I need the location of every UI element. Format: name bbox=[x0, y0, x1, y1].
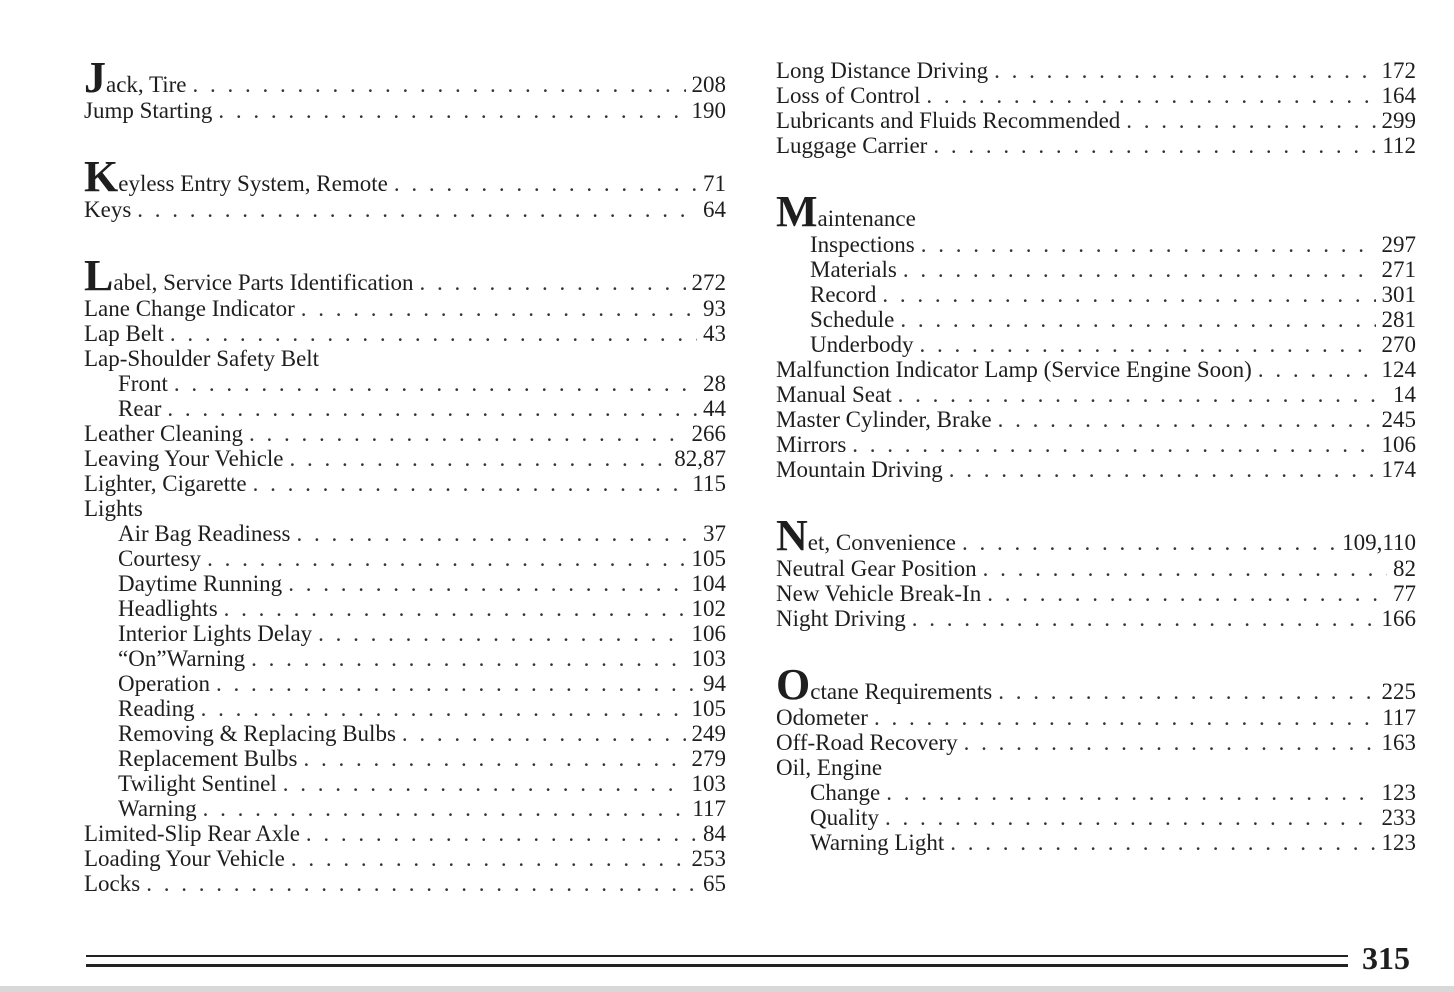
entry-text bbox=[810, 780, 880, 805]
section-initial-letter: N bbox=[776, 511, 808, 560]
entry-text bbox=[118, 596, 218, 621]
entry-text bbox=[118, 371, 168, 396]
index-entry bbox=[776, 187, 1416, 236]
entry-label: Lighter, Cigarette bbox=[84, 471, 247, 496]
index-subentry bbox=[776, 780, 1416, 805]
entry-text bbox=[118, 646, 245, 671]
page-reference: 166 bbox=[1381, 606, 1416, 631]
page-reference: 172 bbox=[1381, 58, 1416, 83]
entry-text bbox=[776, 357, 1252, 382]
entry-label: ctane Requirements bbox=[810, 679, 993, 704]
index-section bbox=[776, 187, 1416, 482]
index-subentry bbox=[84, 371, 726, 396]
entry-label: Daytime Running bbox=[118, 571, 283, 596]
index-entry bbox=[84, 496, 726, 521]
entry-text bbox=[776, 133, 927, 158]
page-reference: 82 bbox=[1393, 556, 1416, 581]
dot-leader bbox=[174, 371, 697, 396]
page-reference: 253 bbox=[691, 846, 726, 871]
page-reference: 103 bbox=[691, 646, 726, 671]
entry-text bbox=[776, 382, 892, 407]
entry-label: Replacement Bulbs bbox=[118, 746, 298, 771]
entry-text bbox=[118, 771, 277, 796]
entry-label: Materials bbox=[810, 257, 897, 282]
page-reference: 272 bbox=[691, 270, 726, 295]
page-reference: 43 bbox=[703, 321, 726, 346]
entry-label: Courtesy bbox=[118, 546, 202, 571]
index-entry bbox=[776, 133, 1416, 158]
page-reference: 102 bbox=[691, 596, 726, 621]
index-subentry bbox=[84, 696, 726, 721]
entry-label: Lap-Shoulder Safety Belt bbox=[84, 346, 320, 371]
dot-leader bbox=[998, 407, 1376, 432]
entry-text bbox=[118, 571, 282, 596]
dot-leader bbox=[218, 98, 685, 123]
entry-label: Keys bbox=[84, 197, 132, 222]
entry-text bbox=[84, 821, 300, 846]
index-entry bbox=[776, 407, 1416, 432]
entry-text bbox=[776, 58, 988, 83]
entry-label: Mountain Driving bbox=[776, 457, 943, 482]
entry-label: Change bbox=[810, 780, 881, 805]
dot-leader bbox=[216, 671, 697, 696]
entry-label: “On”Warning bbox=[118, 646, 246, 671]
index-entry bbox=[776, 382, 1416, 407]
page-reference: 71 bbox=[703, 171, 726, 196]
dot-leader bbox=[983, 556, 1387, 581]
page-reference: 123 bbox=[1381, 780, 1416, 805]
section-initial-letter: K bbox=[84, 152, 119, 201]
entry-label: Twilight Sentinel bbox=[118, 771, 277, 796]
index-subentry bbox=[776, 332, 1416, 357]
page-reference: 106 bbox=[691, 621, 726, 646]
dot-leader bbox=[146, 871, 697, 896]
section-initial-letter: L bbox=[84, 251, 114, 300]
page-reference: 104 bbox=[691, 571, 726, 596]
page-reference: 105 bbox=[691, 546, 726, 571]
entry-label: Locks bbox=[84, 871, 141, 896]
index-entry bbox=[776, 581, 1416, 606]
entry-text bbox=[810, 282, 876, 307]
entry-label: Lubricants and Fluids Recommended bbox=[776, 108, 1121, 133]
index-entry bbox=[776, 511, 1416, 560]
footer-rule bbox=[86, 955, 1348, 967]
page-reference: 123 bbox=[1381, 830, 1416, 855]
entry-text bbox=[118, 546, 201, 571]
entry-label: Front bbox=[118, 371, 168, 396]
page-reference: 124 bbox=[1381, 357, 1416, 382]
entry-label: aintenance bbox=[817, 206, 916, 231]
index-entry bbox=[776, 755, 1416, 780]
entry-label: et, Convenience bbox=[807, 530, 956, 555]
index-entry bbox=[776, 432, 1416, 457]
entry-label: Loading Your Vehicle bbox=[84, 846, 285, 871]
index-entry bbox=[776, 58, 1416, 83]
index-entry bbox=[84, 346, 726, 371]
entry-text bbox=[810, 257, 897, 282]
entry-label: Night Driving bbox=[776, 606, 906, 631]
index-entry bbox=[776, 730, 1416, 755]
index-subentry bbox=[84, 396, 726, 421]
dot-leader bbox=[290, 446, 669, 471]
page-reference: 105 bbox=[691, 696, 726, 721]
dot-leader bbox=[137, 197, 697, 222]
entry-label: Oil, Engine bbox=[776, 755, 883, 780]
section-initial-letter: O bbox=[776, 660, 811, 709]
index-section bbox=[776, 660, 1416, 855]
entry-label: Interior Lights Delay bbox=[118, 621, 313, 646]
entry-text bbox=[84, 296, 295, 321]
entry-label: ack, Tire bbox=[106, 72, 187, 97]
dot-leader bbox=[291, 846, 686, 871]
entry-label: Manual Seat bbox=[776, 382, 892, 407]
entry-label: abel, Service Parts Identification bbox=[113, 270, 414, 295]
page-reference: 65 bbox=[703, 871, 726, 896]
section-initial-letter: M bbox=[776, 187, 818, 236]
page-reference: 163 bbox=[1381, 730, 1416, 755]
entry-label: Odometer bbox=[776, 705, 868, 730]
page-reference: 64 bbox=[703, 197, 726, 222]
index-subentry bbox=[84, 646, 726, 671]
page-reference: 233 bbox=[1381, 805, 1416, 830]
dot-leader bbox=[203, 796, 687, 821]
page-reference: 106 bbox=[1381, 432, 1416, 457]
index-section bbox=[84, 152, 726, 222]
dot-leader bbox=[886, 780, 1375, 805]
dot-leader bbox=[949, 457, 1376, 482]
index-entry bbox=[776, 457, 1416, 482]
dot-leader bbox=[898, 382, 1387, 407]
page-reference: 112 bbox=[1382, 133, 1416, 158]
page-reference: 266 bbox=[691, 421, 726, 446]
dot-leader bbox=[251, 646, 685, 671]
index-entry bbox=[84, 251, 726, 300]
index-subentry bbox=[776, 257, 1416, 282]
entry-text bbox=[118, 621, 312, 646]
page-edge-shadow bbox=[0, 986, 1454, 992]
entry-label: Lights bbox=[84, 496, 143, 521]
dot-leader bbox=[882, 282, 1375, 307]
index-subentry bbox=[84, 521, 726, 546]
entry-label: Underbody bbox=[810, 332, 914, 357]
dot-leader bbox=[950, 830, 1375, 855]
dot-leader bbox=[852, 432, 1375, 457]
entry-text bbox=[810, 232, 915, 257]
entry-text bbox=[776, 108, 1120, 133]
index-section bbox=[84, 53, 726, 123]
entry-text bbox=[810, 332, 913, 357]
index-entry bbox=[84, 471, 726, 496]
dot-leader bbox=[1258, 357, 1376, 382]
dot-leader bbox=[249, 421, 685, 446]
dot-leader bbox=[304, 746, 686, 771]
page-number: 315 bbox=[1362, 940, 1410, 976]
index-subentry bbox=[84, 746, 726, 771]
index-column-left bbox=[84, 53, 726, 930]
dot-leader bbox=[900, 307, 1375, 332]
entry-text bbox=[84, 871, 140, 896]
entry-text bbox=[776, 432, 846, 457]
dot-leader bbox=[306, 821, 697, 846]
index-entry bbox=[84, 846, 726, 871]
index-entry bbox=[776, 108, 1416, 133]
page-reference: 77 bbox=[1393, 581, 1416, 606]
entry-text bbox=[84, 421, 243, 446]
index-entry bbox=[84, 821, 726, 846]
page-reference: 14 bbox=[1393, 382, 1416, 407]
entry-label: Schedule bbox=[810, 307, 895, 332]
dot-leader bbox=[921, 232, 1376, 257]
dot-leader bbox=[885, 805, 1376, 830]
entry-text bbox=[84, 346, 319, 371]
entry-text bbox=[118, 696, 195, 721]
index-subentry bbox=[84, 721, 726, 746]
entry-label: Luggage Carrier bbox=[776, 133, 928, 158]
entry-label: Lap Belt bbox=[84, 321, 164, 346]
entry-label: Inspections bbox=[810, 232, 915, 257]
entry-label: New Vehicle Break-In bbox=[776, 581, 982, 606]
dot-leader bbox=[167, 396, 697, 421]
dot-leader bbox=[296, 521, 697, 546]
dot-leader bbox=[318, 621, 685, 646]
entry-text bbox=[84, 321, 164, 346]
entry-label: Long Distance Driving bbox=[776, 58, 989, 83]
index-entry bbox=[84, 296, 726, 321]
page-reference: 94 bbox=[703, 671, 726, 696]
index-subentry bbox=[84, 571, 726, 596]
page-reference: 28 bbox=[703, 371, 726, 396]
entry-text bbox=[810, 830, 944, 855]
page-reference: 84 bbox=[703, 821, 726, 846]
entry-label: Master Cylinder, Brake bbox=[776, 407, 992, 432]
page-reference: 190 bbox=[691, 98, 726, 123]
index-entry bbox=[84, 446, 726, 471]
entry-text bbox=[84, 446, 284, 471]
index-subentry bbox=[84, 596, 726, 621]
index-column-right bbox=[776, 58, 1416, 889]
index-entry bbox=[776, 660, 1416, 709]
index-entry bbox=[84, 53, 726, 102]
entry-label: Mirrors bbox=[776, 432, 847, 457]
page-reference: 225 bbox=[1381, 679, 1416, 704]
index-subentry bbox=[84, 621, 726, 646]
dot-leader bbox=[301, 296, 697, 321]
page-reference: 297 bbox=[1381, 232, 1416, 257]
dot-leader bbox=[253, 471, 687, 496]
index-subentry bbox=[776, 232, 1416, 257]
dot-leader bbox=[912, 606, 1376, 631]
page-reference: 82,87 bbox=[674, 446, 726, 471]
dot-leader bbox=[987, 581, 1387, 606]
entry-text bbox=[84, 471, 247, 496]
index-entry bbox=[84, 197, 726, 222]
page-reference: 270 bbox=[1381, 332, 1416, 357]
entry-text bbox=[776, 730, 958, 755]
entry-text bbox=[776, 407, 992, 432]
dot-leader bbox=[283, 771, 686, 796]
dot-leader bbox=[933, 133, 1376, 158]
index-section bbox=[776, 511, 1416, 631]
entry-text bbox=[118, 796, 197, 821]
entry-label: Off-Road Recovery bbox=[776, 730, 958, 755]
dot-leader bbox=[288, 571, 685, 596]
index-subentry bbox=[776, 830, 1416, 855]
entry-label: Lane Change Indicator bbox=[84, 296, 295, 321]
entry-label: Limited-Slip Rear Axle bbox=[84, 821, 300, 846]
page-reference: 271 bbox=[1381, 257, 1416, 282]
entry-text bbox=[776, 755, 882, 780]
entry-text bbox=[776, 83, 920, 108]
dot-leader bbox=[402, 721, 686, 746]
entry-label: Leaving Your Vehicle bbox=[84, 446, 284, 471]
entry-text bbox=[84, 197, 131, 222]
page-reference: 93 bbox=[703, 296, 726, 321]
entry-label: Malfunction Indicator Lamp (Service Engine Soon) bbox=[776, 357, 1252, 382]
dot-leader bbox=[1126, 108, 1375, 133]
page-reference: 279 bbox=[691, 746, 726, 771]
entry-text bbox=[84, 496, 143, 521]
index-subentry bbox=[84, 796, 726, 821]
index-entry bbox=[776, 606, 1416, 631]
page-reference: 174 bbox=[1381, 457, 1416, 482]
index-section bbox=[776, 58, 1416, 158]
entry-label: Neutral Gear Position bbox=[776, 556, 977, 581]
page-reference: 301 bbox=[1381, 282, 1416, 307]
entry-label: Jump Starting bbox=[84, 98, 213, 123]
index-entry bbox=[84, 98, 726, 123]
dot-leader bbox=[919, 332, 1375, 357]
entry-text bbox=[84, 98, 212, 123]
dot-leader bbox=[964, 730, 1376, 755]
entry-text bbox=[776, 581, 981, 606]
index-entry bbox=[776, 83, 1416, 108]
index-entry bbox=[84, 321, 726, 346]
index-subentry bbox=[84, 771, 726, 796]
entry-label: Warning bbox=[118, 796, 197, 821]
entry-text bbox=[810, 805, 879, 830]
page-reference: 37 bbox=[703, 521, 726, 546]
dot-leader bbox=[874, 705, 1376, 730]
entry-text bbox=[118, 521, 290, 546]
entry-label: Loss of Control bbox=[776, 83, 921, 108]
entry-text bbox=[776, 705, 868, 730]
index-section bbox=[84, 251, 726, 896]
dot-leader bbox=[903, 257, 1376, 282]
entry-label: Record bbox=[810, 282, 877, 307]
entry-label: Removing & Replacing Bulbs bbox=[118, 721, 396, 746]
page-reference: 44 bbox=[703, 396, 726, 421]
section-initial-letter: J bbox=[84, 53, 106, 102]
page-reference: 245 bbox=[1381, 407, 1416, 432]
page-reference: 299 bbox=[1381, 108, 1416, 133]
entry-label: Headlights bbox=[118, 596, 218, 621]
entry-text bbox=[776, 556, 977, 581]
entry-text bbox=[84, 846, 285, 871]
page-reference: 109,110 bbox=[1342, 530, 1416, 555]
index-entry bbox=[84, 871, 726, 896]
entry-label: Warning Light bbox=[810, 830, 945, 855]
index-entry bbox=[776, 357, 1416, 382]
entry-label: Air Bag Readiness bbox=[118, 521, 291, 546]
dot-leader bbox=[994, 58, 1375, 83]
page-reference: 103 bbox=[691, 771, 726, 796]
index-entry bbox=[776, 556, 1416, 581]
dot-leader bbox=[201, 696, 686, 721]
page-reference: 115 bbox=[692, 471, 726, 496]
entry-label: eyless Entry System, Remote bbox=[118, 171, 388, 196]
entry-text bbox=[810, 307, 894, 332]
page-reference: 117 bbox=[1382, 705, 1416, 730]
index-subentry bbox=[84, 546, 726, 571]
entry-label: Operation bbox=[118, 671, 210, 696]
entry-label: Rear bbox=[118, 396, 162, 421]
index-subentry bbox=[84, 671, 726, 696]
entry-label: Leather Cleaning bbox=[84, 421, 244, 446]
entry-text bbox=[776, 457, 943, 482]
page-reference: 249 bbox=[691, 721, 726, 746]
entry-text bbox=[118, 671, 210, 696]
entry-text bbox=[118, 396, 161, 421]
dot-leader bbox=[224, 596, 686, 621]
page-reference: 164 bbox=[1381, 83, 1416, 108]
page-reference: 281 bbox=[1381, 307, 1416, 332]
entry-label: Quality bbox=[810, 805, 879, 830]
entry-text bbox=[118, 721, 396, 746]
index-subentry bbox=[776, 307, 1416, 332]
entry-text bbox=[118, 746, 298, 771]
dot-leader bbox=[170, 321, 697, 346]
dot-leader bbox=[926, 83, 1375, 108]
index-subentry bbox=[776, 282, 1416, 307]
index-subentry bbox=[776, 805, 1416, 830]
index-entry bbox=[84, 152, 726, 201]
entry-text bbox=[776, 606, 906, 631]
page-reference: 208 bbox=[691, 72, 726, 97]
index-entry bbox=[84, 421, 726, 446]
dot-leader bbox=[207, 546, 685, 571]
entry-label: Reading bbox=[118, 696, 195, 721]
page-reference: 117 bbox=[692, 796, 726, 821]
